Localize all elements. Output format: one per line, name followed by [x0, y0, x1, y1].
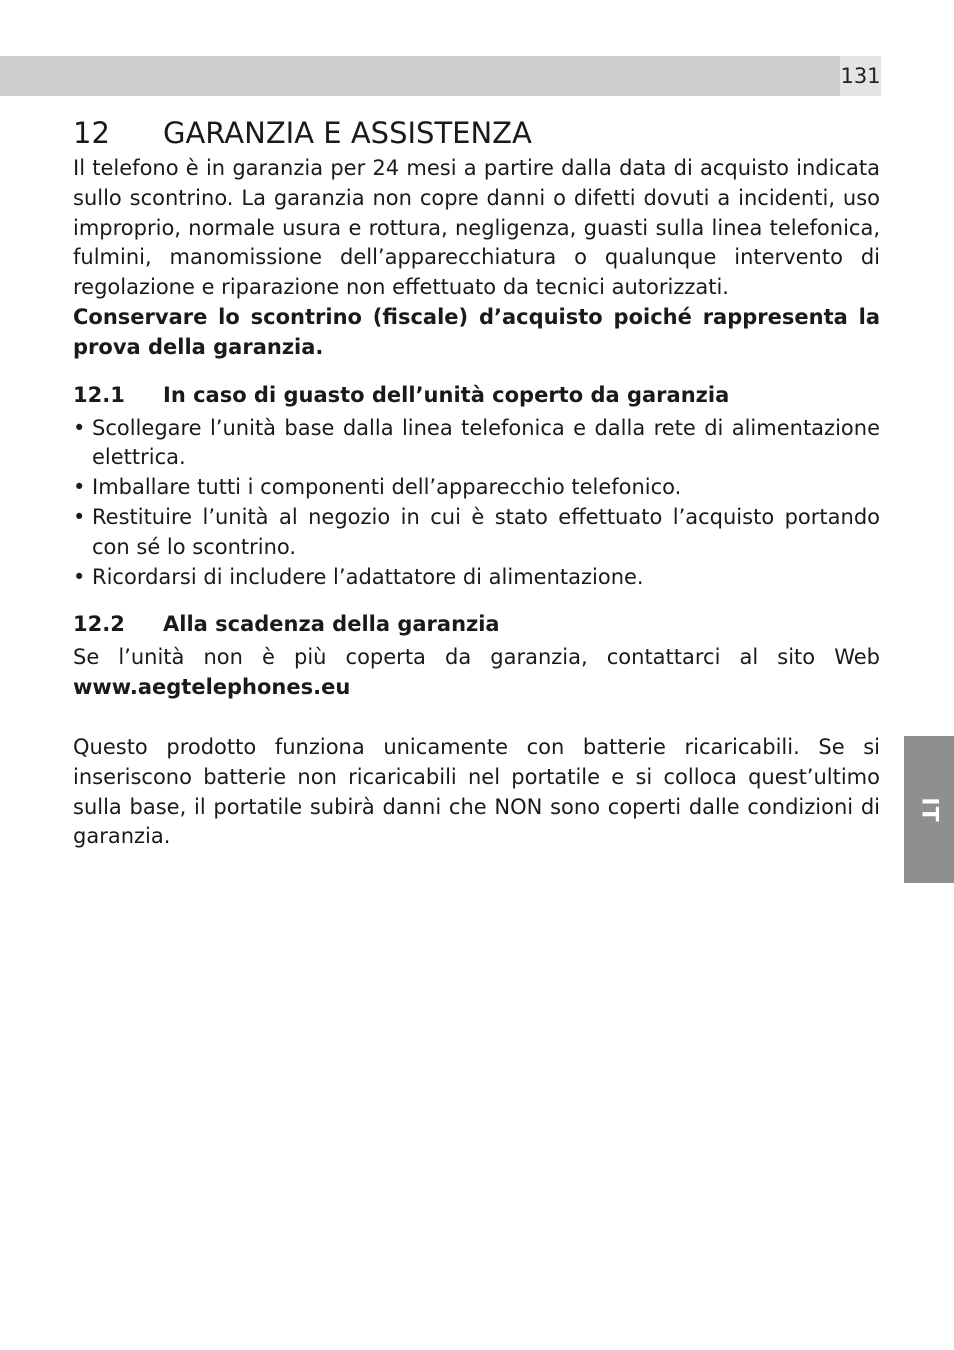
- website-link[interactable]: www.aegtelephones.eu: [73, 675, 351, 700]
- spacer: [73, 703, 880, 733]
- bullet-icon: •: [73, 415, 86, 440]
- page-content: [73, 112, 880, 852]
- bullet-icon: •: [73, 564, 86, 589]
- list-item-text: Restituire l’unità al negozio in cui è stato effettuato l’acquisto portando con sé lo scontrino.: [92, 504, 880, 559]
- battery-note: Questo prodotto funziona unicamente con batterie ricaricabili. Se si inseriscono batterie non ricaricabili nel portatile e si colloca quest’ultimo sulla base, il portatile subirà danni che NON sono coperti dalle condizioni di garanzia.: [73, 734, 880, 849]
- subsection-2-number: 12.2: [73, 612, 125, 637]
- list-item-text: Ricordarsi di includere l’adattatore di alimentazione.: [92, 564, 644, 589]
- subsection-1-number: 12.1: [73, 382, 125, 407]
- language-tab: [904, 736, 954, 883]
- expired-warranty-text: Se l’unità non è più coperta da garanzia, contattarci al sito Web: [73, 645, 880, 670]
- subsection-2-heading: [73, 609, 880, 639]
- list-item: [73, 503, 880, 563]
- subsection-1-heading: [73, 380, 880, 410]
- page-number: 131: [840, 56, 881, 96]
- fault-steps-list: [73, 414, 880, 593]
- bullet-icon: •: [73, 475, 86, 500]
- section-title: GARANZIA E ASSISTENZA: [163, 116, 532, 150]
- intro-paragraph: Il telefono è in garanzia per 24 mesi a partire dalla data di acquisto indicata sullo scontrino. La garanzia non copre danni o difetti dovuti a incidenti, uso improprio, normale usura e rottura, negligenza, guasti sulla linea telefonica, fulmini, manomissione dell’apparecchiatura o qualunque intervento di regolazione e riparazione non effettuato da tecnici autorizzati.: [73, 156, 880, 300]
- list-item: [73, 563, 880, 593]
- receipt-note: Conservare lo scontrino (fiscale) d’acquisto poiché rappresenta la prova della garanzia.: [73, 304, 880, 359]
- subsection-1-title: In caso di guasto dell’unità coperto da garanzia: [163, 382, 730, 407]
- section-number: 12: [73, 116, 110, 150]
- bullet-icon: •: [73, 504, 86, 529]
- list-item-text: Scollegare l’unità base dalla linea telefonica e dalla rete di alimentazione elettrica.: [92, 415, 880, 470]
- language-tab-label: IT: [916, 796, 942, 823]
- subsection-2-title: Alla scadenza della garanzia: [163, 612, 500, 637]
- list-item: [73, 473, 880, 503]
- list-item-text: Imballare tutti i componenti dell’apparecchio telefonico.: [92, 475, 682, 500]
- section-heading: [73, 112, 880, 154]
- header-bar: [0, 56, 840, 96]
- list-item: [73, 414, 880, 474]
